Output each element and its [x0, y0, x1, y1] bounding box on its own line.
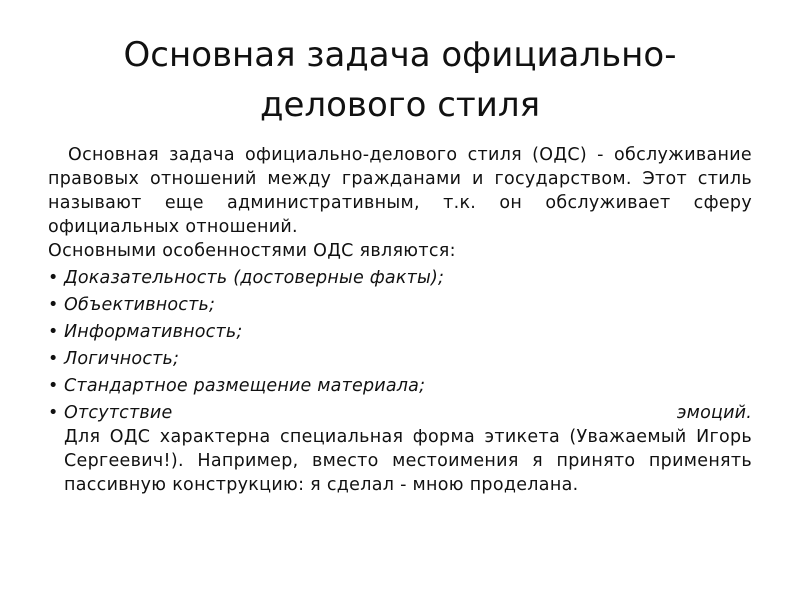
- slide-title: Основная задача официально-делового стиля: [123, 35, 677, 125]
- bullet-icon: •: [48, 322, 59, 342]
- list-item: [48, 293, 752, 317]
- intro-paragraph: Основная задача официально-делового стиля (ОДС) - обслуживание правовых отношений между гражданами и государством. Этот стиль называют еще административным, т.к. он обслуживает сферу официальных отношений.: [48, 145, 752, 237]
- etiquette-paragraph: Для ОДС характерна специальная форма этикета (Уважаемый Игорь Сергеевич!). Например, вместо местоимения я принято применять пассивную конструкцию: я сделал - мною проделана.: [64, 427, 752, 495]
- list-item: [48, 374, 752, 398]
- bullet-icon: •: [48, 268, 59, 288]
- list-item: [48, 401, 752, 497]
- slide-body: [48, 143, 752, 500]
- last-feature-left: Отсутствие: [64, 403, 173, 423]
- feature-text: Объективность;: [64, 295, 216, 315]
- feature-text: Доказательность (достоверные факты);: [64, 268, 445, 288]
- bullet-icon: •: [48, 403, 59, 423]
- last-feature-line: [64, 401, 752, 425]
- last-feature-right: эмоций.: [676, 403, 752, 423]
- list-item: [48, 320, 752, 344]
- features-list: [48, 266, 752, 497]
- bullet-icon: •: [48, 376, 59, 396]
- feature-text: Стандартное размещение материала;: [64, 376, 426, 396]
- feature-text: Логичность;: [64, 349, 180, 369]
- feature-text: Информативность;: [64, 322, 243, 342]
- bullet-icon: •: [48, 349, 59, 369]
- bullet-icon: •: [48, 295, 59, 315]
- features-intro: Основными особенностями ОДС являются:: [48, 241, 456, 261]
- list-item: [48, 347, 752, 371]
- list-item: [48, 266, 752, 290]
